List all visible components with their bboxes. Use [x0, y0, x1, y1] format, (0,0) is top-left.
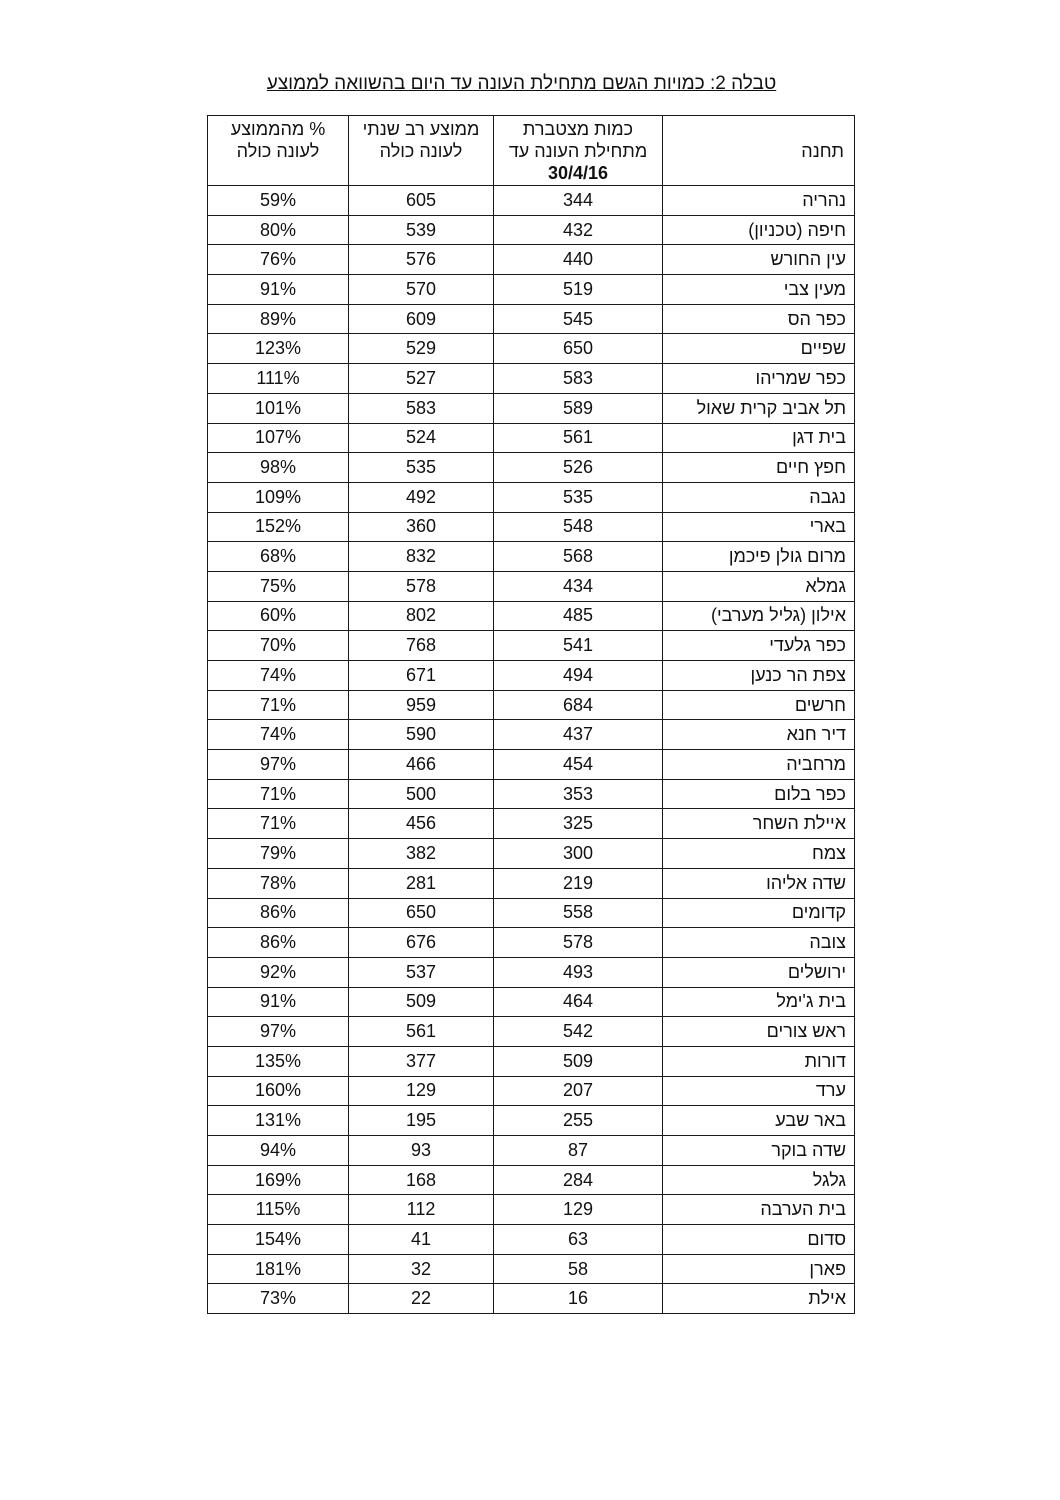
table-row: [208, 393, 855, 423]
pct-of-avg-cell: 60%: [208, 601, 349, 631]
table-row: [208, 661, 855, 691]
multi-year-avg-cell: 676: [349, 928, 494, 958]
table-row: [208, 186, 855, 216]
accumulated-cell: 63: [494, 1225, 663, 1255]
table-row: [208, 1106, 855, 1136]
pct-of-avg-cell: 73%: [208, 1284, 349, 1314]
multi-year-avg-cell: 583: [349, 393, 494, 423]
station-cell: חפץ חיים: [663, 453, 855, 483]
station-cell: גלגל: [663, 1165, 855, 1195]
station-cell: עין החורש: [663, 245, 855, 275]
pct-of-avg-cell: 86%: [208, 928, 349, 958]
multi-year-avg-cell: 22: [349, 1284, 494, 1314]
station-cell: צמח: [663, 839, 855, 869]
station-cell: מרום גולן פיכמן: [663, 542, 855, 572]
accumulated-cell: 353: [494, 779, 663, 809]
table-row: [208, 1284, 855, 1314]
pct-of-avg-cell: 89%: [208, 304, 349, 334]
pct-of-avg-cell: 71%: [208, 690, 349, 720]
accumulated-cell: 440: [494, 245, 663, 275]
accumulated-cell: 535: [494, 482, 663, 512]
station-cell: חרשים: [663, 690, 855, 720]
station-cell: קדומים: [663, 898, 855, 928]
table-row: [208, 1046, 855, 1076]
pct-of-avg-cell: 97%: [208, 1017, 349, 1047]
multi-year-avg-cell: 590: [349, 720, 494, 750]
accumulated-cell: 519: [494, 275, 663, 305]
multi-year-avg-cell: 768: [349, 631, 494, 661]
pct-of-avg-cell: 91%: [208, 987, 349, 1017]
header-accumulated-line-1: כמות מצטברת: [522, 119, 634, 139]
multi-year-avg-cell: 650: [349, 898, 494, 928]
table-row: [208, 542, 855, 572]
station-cell: כפר הס: [663, 304, 855, 334]
station-cell: איילת השחר: [663, 809, 855, 839]
header-station: תחנה: [663, 116, 855, 186]
pct-of-avg-cell: 181%: [208, 1254, 349, 1284]
pct-of-avg-cell: 71%: [208, 779, 349, 809]
multi-year-avg-cell: 41: [349, 1225, 494, 1255]
accumulated-cell: 509: [494, 1046, 663, 1076]
table-row: [208, 364, 855, 394]
table-row: [208, 215, 855, 245]
table-body: [208, 186, 855, 1314]
multi-year-avg-cell: 168: [349, 1165, 494, 1195]
pct-of-avg-cell: 91%: [208, 275, 349, 305]
accumulated-cell: 545: [494, 304, 663, 334]
multi-year-avg-cell: 529: [349, 334, 494, 364]
accumulated-cell: 432: [494, 215, 663, 245]
multi-year-avg-cell: 605: [349, 186, 494, 216]
table-row: [208, 245, 855, 275]
pct-of-avg-cell: 109%: [208, 482, 349, 512]
table-row: [208, 750, 855, 780]
multi-year-avg-cell: 281: [349, 868, 494, 898]
table-row: [208, 1195, 855, 1225]
accumulated-cell: 494: [494, 661, 663, 691]
accumulated-cell: 437: [494, 720, 663, 750]
table-row: [208, 334, 855, 364]
multi-year-avg-cell: 129: [349, 1076, 494, 1106]
accumulated-cell: 87: [494, 1136, 663, 1166]
table-row: [208, 779, 855, 809]
pct-of-avg-cell: 97%: [208, 750, 349, 780]
accumulated-cell: 284: [494, 1165, 663, 1195]
multi-year-avg-cell: 570: [349, 275, 494, 305]
multi-year-avg-cell: 959: [349, 690, 494, 720]
accumulated-cell: 578: [494, 928, 663, 958]
station-cell: בית דגן: [663, 423, 855, 453]
accumulated-cell: 558: [494, 898, 663, 928]
station-cell: שפיים: [663, 334, 855, 364]
multi-year-avg-cell: 671: [349, 661, 494, 691]
station-cell: נהריה: [663, 186, 855, 216]
accumulated-cell: 650: [494, 334, 663, 364]
accumulated-cell: 325: [494, 809, 663, 839]
pct-of-avg-cell: 70%: [208, 631, 349, 661]
pct-of-avg-cell: 94%: [208, 1136, 349, 1166]
table-row: [208, 720, 855, 750]
accumulated-cell: 561: [494, 423, 663, 453]
multi-year-avg-cell: 112: [349, 1195, 494, 1225]
header-pct-line-1: % מהממוצע: [230, 119, 326, 139]
table-title: טבלה 2: כמויות הגשם מתחילת העונה עד היום בהשוואה לממוצע: [266, 73, 777, 94]
station-cell: שדה אליהו: [663, 868, 855, 898]
table-row: [208, 423, 855, 453]
multi-year-avg-cell: 509: [349, 987, 494, 1017]
table-row: [208, 1136, 855, 1166]
header-avg-line-2: לעונה כולה: [379, 141, 463, 161]
table-row: [208, 809, 855, 839]
pct-of-avg-cell: 92%: [208, 957, 349, 987]
accumulated-cell: 255: [494, 1106, 663, 1136]
pct-of-avg-cell: 59%: [208, 186, 349, 216]
accumulated-cell: 589: [494, 393, 663, 423]
accumulated-cell: 58: [494, 1254, 663, 1284]
station-cell: פארן: [663, 1254, 855, 1284]
accumulated-cell: 454: [494, 750, 663, 780]
header-row: [208, 116, 855, 186]
multi-year-avg-cell: 500: [349, 779, 494, 809]
table-row: [208, 690, 855, 720]
table-row: [208, 957, 855, 987]
table-row: [208, 304, 855, 334]
multi-year-avg-cell: 578: [349, 571, 494, 601]
pct-of-avg-cell: 123%: [208, 334, 349, 364]
multi-year-avg-cell: 93: [349, 1136, 494, 1166]
pct-of-avg-cell: 115%: [208, 1195, 349, 1225]
multi-year-avg-cell: 32: [349, 1254, 494, 1284]
table-row: [208, 987, 855, 1017]
header-accumulated: [494, 116, 663, 186]
station-cell: תל אביב קרית שאול: [663, 393, 855, 423]
table-row: [208, 868, 855, 898]
accumulated-cell: 541: [494, 631, 663, 661]
table-row: [208, 601, 855, 631]
multi-year-avg-cell: 832: [349, 542, 494, 572]
multi-year-avg-cell: 535: [349, 453, 494, 483]
station-cell: אילת: [663, 1284, 855, 1314]
table-row: [208, 1165, 855, 1195]
accumulated-cell: 434: [494, 571, 663, 601]
multi-year-avg-cell: 524: [349, 423, 494, 453]
table-row: [208, 453, 855, 483]
pct-of-avg-cell: 98%: [208, 453, 349, 483]
pct-of-avg-cell: 169%: [208, 1165, 349, 1195]
table-row: [208, 1076, 855, 1106]
station-cell: נגבה: [663, 482, 855, 512]
pct-of-avg-cell: 86%: [208, 898, 349, 928]
station-cell: באר שבע: [663, 1106, 855, 1136]
pct-of-avg-cell: 107%: [208, 423, 349, 453]
multi-year-avg-cell: 802: [349, 601, 494, 631]
accumulated-cell: 16: [494, 1284, 663, 1314]
header-multi-year-avg: [349, 116, 494, 186]
table-row: [208, 631, 855, 661]
accumulated-cell: 542: [494, 1017, 663, 1047]
pct-of-avg-cell: 74%: [208, 661, 349, 691]
multi-year-avg-cell: 377: [349, 1046, 494, 1076]
pct-of-avg-cell: 80%: [208, 215, 349, 245]
station-cell: בית ג'ימל: [663, 987, 855, 1017]
header-pct-line-2: לעונה כולה: [236, 141, 320, 161]
station-cell: אילון (גליל מערבי): [663, 601, 855, 631]
station-cell: גמלא: [663, 571, 855, 601]
station-cell: ירושלים: [663, 957, 855, 987]
accumulated-cell: 684: [494, 690, 663, 720]
table-row: [208, 928, 855, 958]
table-row: [208, 898, 855, 928]
accumulated-cell: 464: [494, 987, 663, 1017]
multi-year-avg-cell: 527: [349, 364, 494, 394]
accumulated-cell: 548: [494, 512, 663, 542]
header-accumulated-line-2: מתחילת העונה עד: [508, 141, 648, 161]
table-row: [208, 512, 855, 542]
accumulated-cell: 129: [494, 1195, 663, 1225]
station-cell: שדה בוקר: [663, 1136, 855, 1166]
table-row: [208, 839, 855, 869]
accumulated-cell: 300: [494, 839, 663, 869]
accumulated-cell: 526: [494, 453, 663, 483]
multi-year-avg-cell: 561: [349, 1017, 494, 1047]
pct-of-avg-cell: 76%: [208, 245, 349, 275]
multi-year-avg-cell: 360: [349, 512, 494, 542]
station-cell: כפר שמריהו: [663, 364, 855, 394]
station-cell: ראש צורים: [663, 1017, 855, 1047]
pct-of-avg-cell: 154%: [208, 1225, 349, 1255]
multi-year-avg-cell: 576: [349, 245, 494, 275]
accumulated-cell: 583: [494, 364, 663, 394]
table-row: [208, 275, 855, 305]
station-cell: כפר בלום: [663, 779, 855, 809]
station-cell: מרחביה: [663, 750, 855, 780]
header-pct-of-avg: [208, 116, 349, 186]
header-avg-line-1: ממוצע רב שנתי: [362, 119, 480, 139]
multi-year-avg-cell: 195: [349, 1106, 494, 1136]
pct-of-avg-cell: 152%: [208, 512, 349, 542]
station-cell: ערד: [663, 1076, 855, 1106]
accumulated-cell: 568: [494, 542, 663, 572]
pct-of-avg-cell: 160%: [208, 1076, 349, 1106]
accumulated-cell: 219: [494, 868, 663, 898]
accumulated-cell: 207: [494, 1076, 663, 1106]
station-cell: דורות: [663, 1046, 855, 1076]
table-row: [208, 482, 855, 512]
station-cell: צובה: [663, 928, 855, 958]
multi-year-avg-cell: 537: [349, 957, 494, 987]
accumulated-cell: 493: [494, 957, 663, 987]
station-cell: מעין צבי: [663, 275, 855, 305]
pct-of-avg-cell: 111%: [208, 364, 349, 394]
pct-of-avg-cell: 131%: [208, 1106, 349, 1136]
station-cell: צפת הר כנען: [663, 661, 855, 691]
station-cell: חיפה (טכניון): [663, 215, 855, 245]
table-row: [208, 1225, 855, 1255]
table-row: [208, 1254, 855, 1284]
header-accumulated-line-3: 30/4/16: [547, 163, 609, 183]
multi-year-avg-cell: 456: [349, 809, 494, 839]
pct-of-avg-cell: 74%: [208, 720, 349, 750]
station-cell: בית הערבה: [663, 1195, 855, 1225]
station-cell: סדום: [663, 1225, 855, 1255]
station-cell: כפר גלעדי: [663, 631, 855, 661]
pct-of-avg-cell: 75%: [208, 571, 349, 601]
pct-of-avg-cell: 78%: [208, 868, 349, 898]
pct-of-avg-cell: 68%: [208, 542, 349, 572]
table-row: [208, 1017, 855, 1047]
pct-of-avg-cell: 71%: [208, 809, 349, 839]
rainfall-table: [207, 115, 855, 1314]
station-cell: בארי: [663, 512, 855, 542]
station-cell: דיר חנא: [663, 720, 855, 750]
accumulated-cell: 485: [494, 601, 663, 631]
multi-year-avg-cell: 539: [349, 215, 494, 245]
table-row: [208, 571, 855, 601]
multi-year-avg-cell: 492: [349, 482, 494, 512]
pct-of-avg-cell: 135%: [208, 1046, 349, 1076]
multi-year-avg-cell: 382: [349, 839, 494, 869]
multi-year-avg-cell: 466: [349, 750, 494, 780]
pct-of-avg-cell: 101%: [208, 393, 349, 423]
pct-of-avg-cell: 79%: [208, 839, 349, 869]
multi-year-avg-cell: 609: [349, 304, 494, 334]
accumulated-cell: 344: [494, 186, 663, 216]
